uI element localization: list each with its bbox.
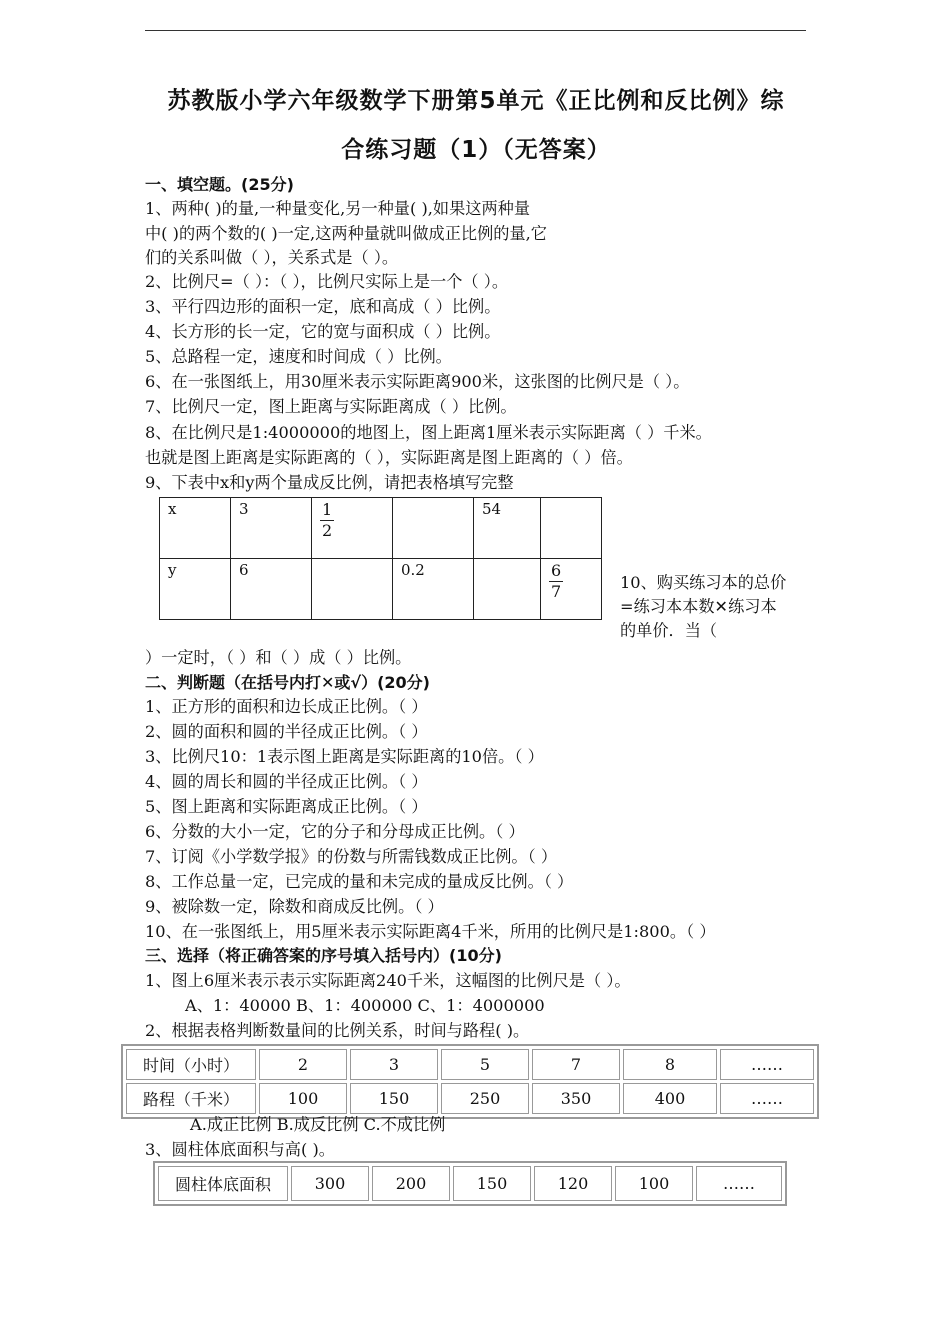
judge-item-5: 5、图上距离和实际距离成正比例。（ ） [145,797,428,816]
choice-q3: 3、圆柱体底面积与高( )。 [145,1140,335,1159]
q10-side-line-3: 的单价．当（ [620,621,718,640]
table-cell: 路程（千米） [126,1083,256,1114]
table-cell: 100 [615,1166,693,1201]
cell-y-3: 0.2 [393,559,474,620]
table-cell: 250 [441,1083,529,1114]
fraction-numerator: 1 [322,500,333,519]
fraction-six-sevenths [549,561,563,602]
judge-item-3: 3、比例尺10：1表示图上距离是实际距离的10倍。（ ） [145,747,544,766]
section-3-heading: 三、选择（将正确答案的序号填入括号内）(10分) [145,946,502,965]
table-cell: …… [720,1083,814,1114]
fraction-numerator: 6 [551,561,562,580]
section-1-heading: 一、填空题。(25分) [145,175,294,194]
cell-x-5 [541,498,602,559]
fraction-denominator: 2 [322,521,333,540]
cell-x-1: 3 [231,498,312,559]
fraction-denominator: 7 [551,582,562,601]
cell-x-label: x [160,498,231,559]
q8-line-1: 8、在比例尺是1:4000000的地图上，图上距离1厘米表示实际距离（ ）千米。 [145,423,712,442]
fraction-one-half [320,500,334,541]
judge-item-7: 7、订阅《小学数学报》的份数与所需钱数成正比例。（ ） [145,847,558,866]
table-cell: 350 [532,1083,620,1114]
choice-q2-options: A.成正比例 B.成反比例 C.不成比例 [190,1115,446,1134]
table-row [126,1083,814,1114]
top-rule [145,30,806,31]
cell-x-3 [393,498,474,559]
judge-item-8: 8、工作总量一定，已完成的量和未完成的量成反比例。（ ） [145,872,574,891]
q10-side-line-2: =练习本本数✕练习本 [620,597,777,616]
cylinder-table [153,1161,787,1206]
page-title-line-1: 苏教版小学六年级数学下册第5单元《正比例和反比例》综 [167,88,785,114]
table-cell: 300 [291,1166,369,1201]
xy-table [159,497,602,620]
judge-item-2: 2、圆的面积和圆的半径成正比例。（ ） [145,722,428,741]
q7-line: 7、比例尺一定，图上距离与实际距离成（ ）比例。 [145,397,517,416]
choice-q1-options: A、1：40000 B、1：400000 C、1：4000000 [185,996,545,1015]
table-row-x [160,498,602,559]
q10-side-line-1: 10、购买练习本的总价 [620,573,787,592]
q10-continuation: ）一定时，（ ）和（ ）成（ ）比例。 [145,648,412,667]
cell-y-2 [312,559,393,620]
section-2-heading: 二、判断题（在括号内打✕或√）(20分) [145,673,430,692]
judge-item-10: 10、在一张图纸上，用5厘米表示实际距离4千米，所用的比例尺是1:800。（ ） [145,922,716,941]
q2-line: 2、比例尺=（ ）：（ ），比例尺实际上是一个（ ）。 [145,272,509,291]
table-cell: …… [696,1166,782,1201]
table-cell: 400 [623,1083,717,1114]
q5-line: 5、总路程一定，速度和时间成（ ）比例。 [145,347,452,366]
q10-side-text [620,571,810,643]
judge-item-6: 6、分数的大小一定，它的分子和分母成正比例。（ ） [145,822,525,841]
table-cell: 3 [350,1049,438,1080]
q1-line-3: 们的关系叫做（ ），关系式是（ ）。 [145,248,399,267]
table-cell: 150 [350,1083,438,1114]
cell-x-4: 54 [474,498,541,559]
q1-line-2: 中( )的两个数的( )一定,这两种量就叫做成正比例的量,它 [145,224,547,243]
table-cell: 7 [532,1049,620,1080]
judge-item-9: 9、被除数一定，除数和商成反比例。（ ） [145,897,444,916]
judge-item-1: 1、正方形的面积和边长成正比例。（ ） [145,697,428,716]
table-cell: 100 [259,1083,347,1114]
table-cell: …… [720,1049,814,1080]
table-cell: 150 [453,1166,531,1201]
q3-line: 3、平行四边形的面积一定，底和高成（ ）比例。 [145,297,501,316]
table-cell: 圆柱体底面积 [158,1166,288,1201]
cell-x-2 [312,498,393,559]
page-title-line-2: 合练习题（1）（无答案） [341,137,611,163]
q1-line-1: 1、两种( )的量,一种量变化,另一种量( ),如果这两种量 [145,199,531,218]
q4-line: 4、长方形的长一定，它的宽与面积成（ ）比例。 [145,322,501,341]
table-cell: 时间（小时） [126,1049,256,1080]
table-cell: 8 [623,1049,717,1080]
choice-q1: 1、图上6厘米表示表示实际距离240千米，这幅图的比例尺是（ ）。 [145,971,631,990]
q6-line: 6、在一张图纸上，用30厘米表示实际距离900米，这张图的比例尺是（ ）。 [145,372,690,391]
cell-y-5 [541,559,602,620]
table-row-y [160,559,602,620]
table-cell: 2 [259,1049,347,1080]
judge-item-4: 4、圆的周长和圆的半径成正比例。（ ） [145,772,428,791]
time-distance-table [121,1044,819,1119]
choice-q2: 2、根据表格判断数量间的比例关系，时间与路程( )。 [145,1021,530,1040]
cell-y-1: 6 [231,559,312,620]
table-cell: 200 [372,1166,450,1201]
table-row [158,1166,782,1201]
table-cell: 5 [441,1049,529,1080]
cell-y-4 [474,559,541,620]
table-cell: 120 [534,1166,612,1201]
q9-line: 9、下表中x和y两个量成反比例，请把表格填写完整 [145,473,514,492]
table-row [126,1049,814,1080]
cell-y-label: y [160,559,231,620]
q8-line-2: 也就是图上距离是实际距离的（ ），实际距离是图上距离的（ ）倍。 [145,448,633,467]
